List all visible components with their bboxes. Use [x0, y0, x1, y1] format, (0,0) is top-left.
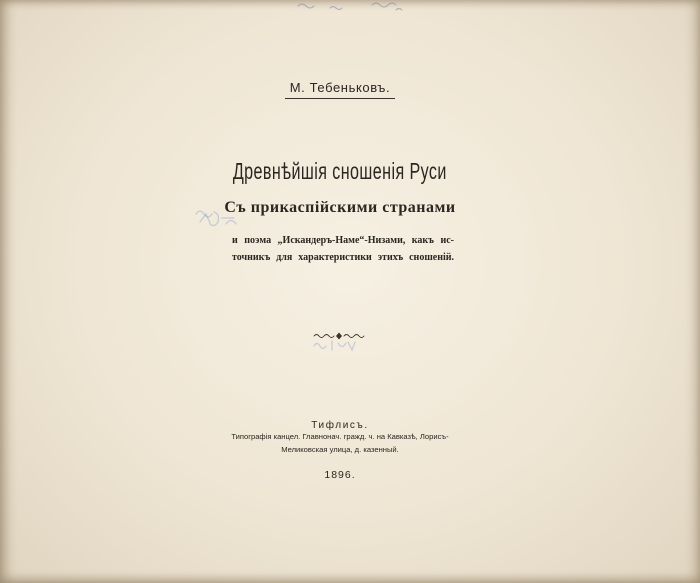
imprint-city: Тифлисъ.	[311, 420, 369, 431]
author-line	[0, 79, 680, 97]
subtitle-line	[0, 199, 680, 217]
book-subtitle: Съ прикаспійскими странами	[224, 199, 456, 216]
book-title: Древнѣйшія сношенія Руси	[233, 158, 447, 184]
title-line	[0, 158, 680, 185]
author-name: М. Тебеньковъ.	[285, 80, 396, 99]
printer-line: Меликовская улица, д. казенный.	[281, 445, 399, 454]
description-line: точникъ для характеристики этихъ сношеній.	[232, 252, 454, 263]
imprint-year: 1896.	[324, 469, 356, 481]
library-stamp-center	[314, 341, 355, 350]
imprint-year-line	[0, 465, 680, 483]
ornament-divider	[312, 330, 366, 342]
description-block	[232, 232, 454, 266]
printer-line: Типографія канцел. Главнонач. гражд. ч. на Кавказѣ, Лорисъ-	[231, 432, 449, 441]
imprint-printer	[0, 430, 680, 456]
pencil-marks	[298, 3, 402, 10]
description-line: и поэма „Искандеръ-Наме“-Низами, какъ ис-	[232, 235, 454, 246]
